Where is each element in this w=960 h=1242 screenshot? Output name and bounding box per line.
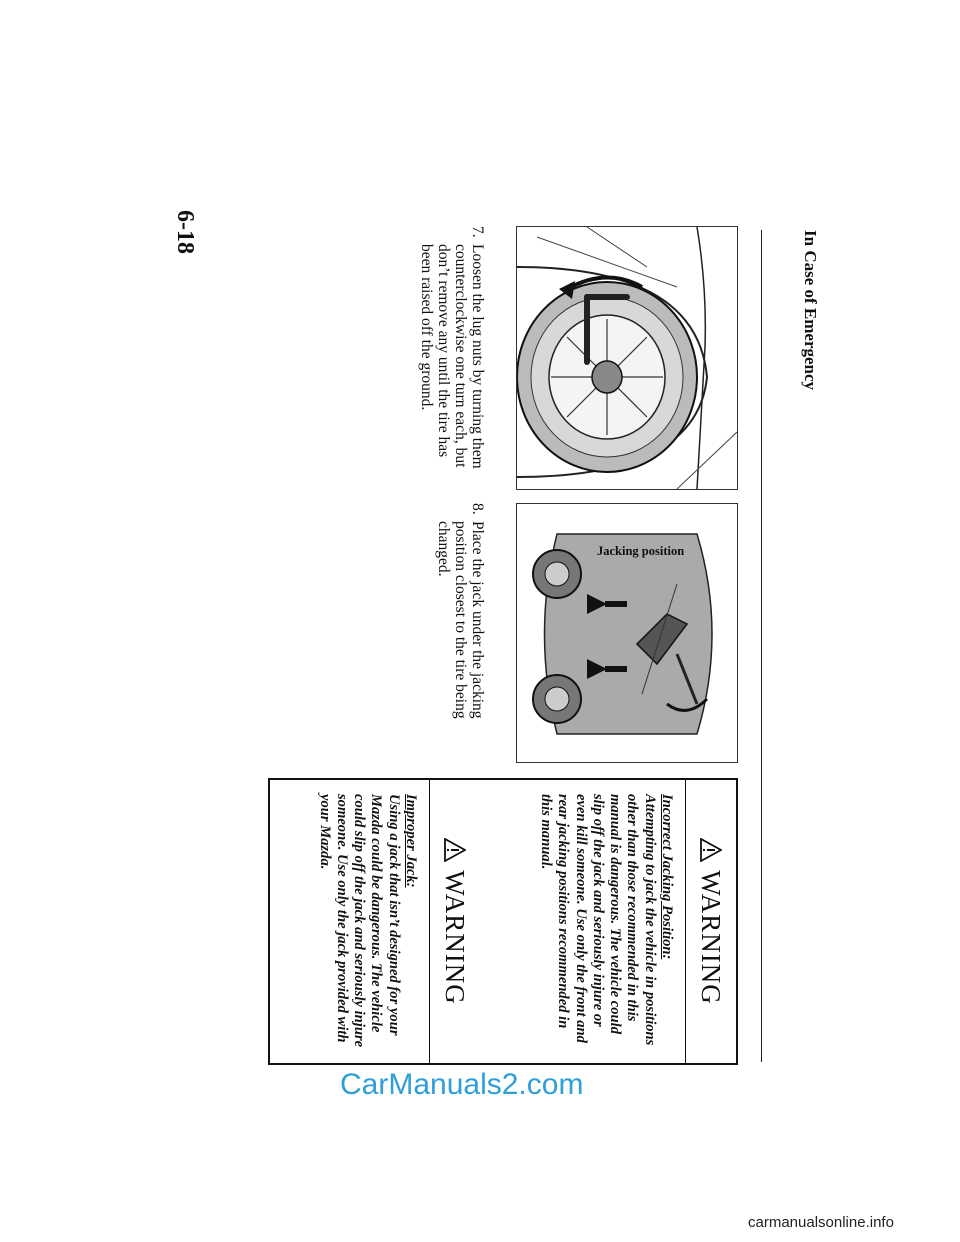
footer-text: carmanualsonline.info <box>748 1214 894 1231</box>
warning-heading-text: WARNING <box>696 870 727 1005</box>
jacking-position-illustration <box>516 503 738 763</box>
section-header: In Case of Emergency <box>801 230 820 391</box>
step-number: 8. <box>469 503 486 515</box>
jacking-position-label: Jacking position <box>597 544 685 558</box>
step-7 <box>418 226 486 490</box>
warning-title: Incorrect Jacking Position: <box>659 794 675 960</box>
step-number: 7. <box>469 226 486 238</box>
warning-title: Improper Jack: <box>403 794 419 888</box>
warning-body <box>537 780 685 1063</box>
tire-wrench-drawing <box>517 227 737 489</box>
page-number: 6-18 <box>172 210 198 254</box>
warning-text: Attempting to jack the vehicle in positions other than those recommended in this manual is dangerous. The vehicle could slip off the jack and seriously injure or even kill someone. Use only the front and rear jacking positions recommended in this manual. <box>537 794 658 1046</box>
warning-box-improper-jack <box>268 778 480 1065</box>
warning-box-jacking-position <box>476 778 738 1065</box>
warning-triangle-icon <box>444 838 466 862</box>
step-text: Loosen the lug nuts by turning them counterclockwise one turn each, but don’t remove any until the tire has been raised off the ground. <box>418 244 486 469</box>
header-rule <box>761 230 762 1062</box>
tire-lug-nut-illustration <box>516 226 738 490</box>
watermark-text: CarManuals2.com <box>340 1068 584 1101</box>
warning-body <box>315 780 429 1063</box>
step-text: Place the jack under the jacking position closest to the tire being changed. <box>435 521 486 719</box>
warning-text: Using a jack that isn’t designed for your Mazda could be dangerous. The vehicle could slip off the jack and seriously injure someone. Use only the jack provided with your Mazda. <box>316 794 402 1048</box>
warning-heading <box>429 780 480 1063</box>
warning-triangle-icon <box>700 838 722 862</box>
warning-heading-text: WARNING <box>440 870 471 1005</box>
warning-heading <box>685 780 736 1063</box>
jacking-drawing <box>517 504 737 762</box>
step-8 <box>435 503 486 767</box>
